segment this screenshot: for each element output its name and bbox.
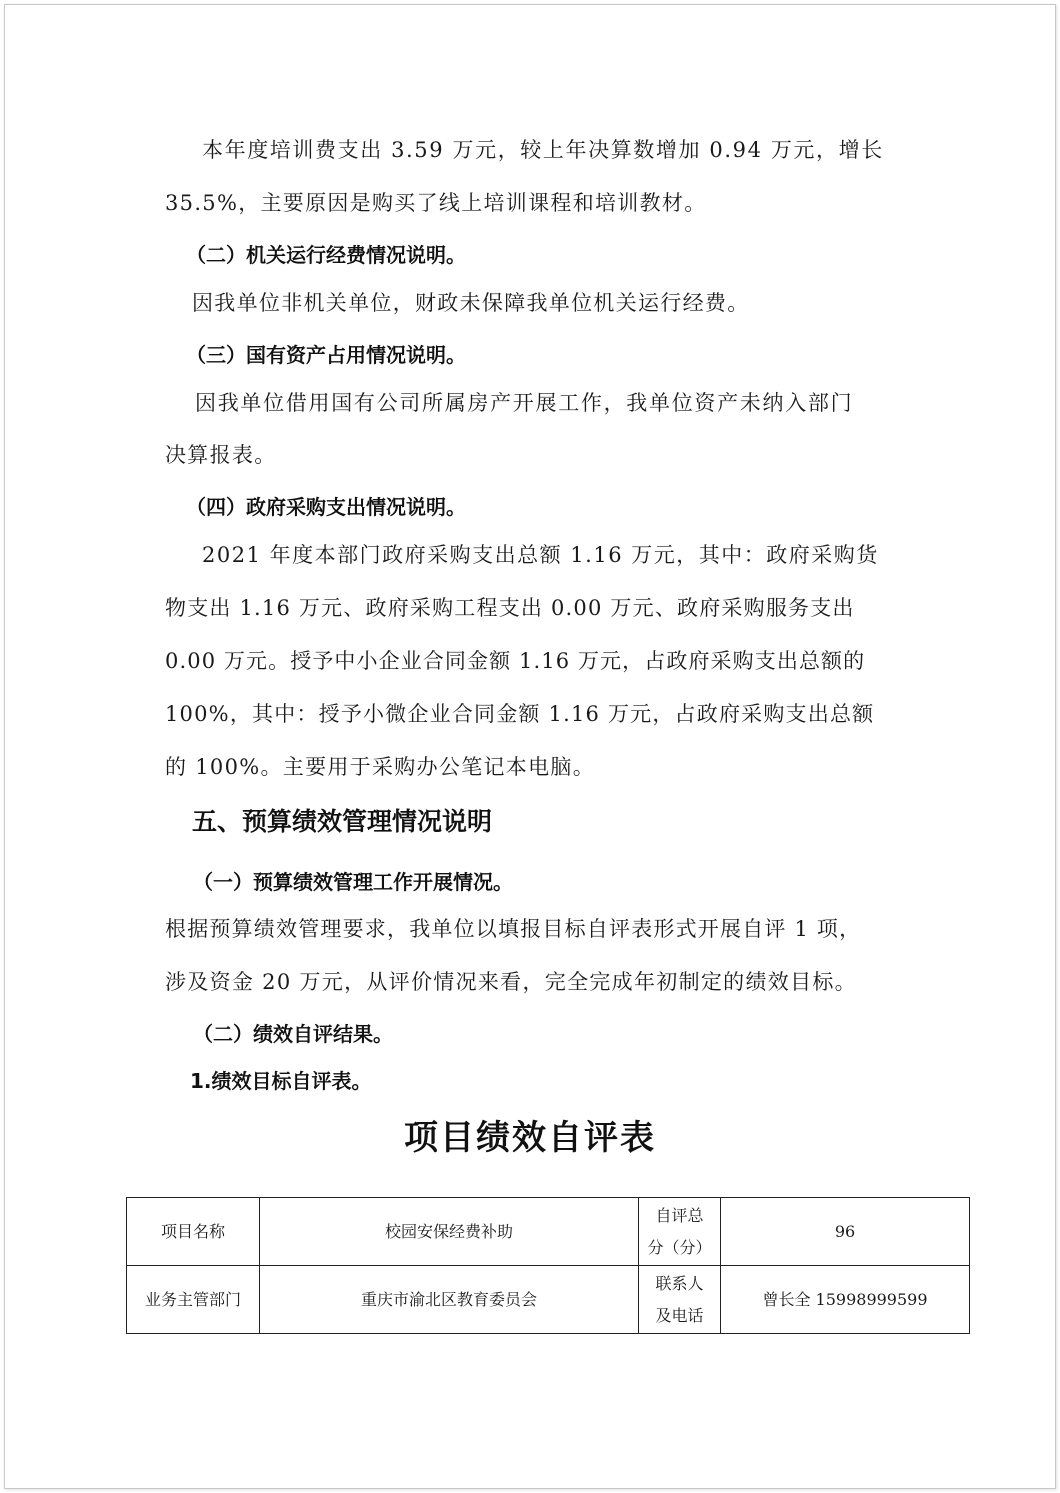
table-title: 项目绩效自评表 — [404, 1118, 656, 1158]
subsection-heading: （二）绩效自评结果。 — [193, 1022, 393, 1046]
body-text-line: 因我单位借用国有公司所属房产开展工作，我单位资产未纳入部门 — [195, 391, 854, 415]
score-label-line: 分（分） — [647, 1237, 712, 1257]
subsection-heading: （三）国有资产占用情况说明。 — [186, 343, 466, 367]
score-value: 96 — [721, 1198, 970, 1266]
project-name-label: 项目名称 — [127, 1198, 260, 1266]
body-text-line: 涉及资金 20 万元，从评价情况来看，完全完成年初制定的绩效目标。 — [165, 970, 857, 994]
performance-table — [126, 1197, 970, 1334]
body-text-line: 0.00 万元。授予中小企业合同金额 1.16 万元，占政府采购支出总额的 — [165, 649, 866, 673]
dept-label: 业务主管部门 — [127, 1266, 260, 1334]
table-row — [127, 1198, 970, 1266]
body-text-line: 因我单位非机关单位，财政未保障我单位机关运行经费。 — [192, 291, 750, 315]
dept-value: 重庆市渝北区教育委员会 — [260, 1266, 639, 1334]
subsection-heading: （四）政府采购支出情况说明。 — [186, 495, 466, 519]
body-text-line: 100%，其中：授予小微企业合同金额 1.16 万元，占政府采购支出总额 — [165, 702, 875, 726]
body-text-line: 本年度培训费支出 3.59 万元，较上年决算数增加 0.94 万元，增长 — [202, 138, 884, 162]
score-label-line: 自评总 — [655, 1205, 704, 1225]
contact-value: 曾长全 15998999599 — [721, 1266, 970, 1334]
project-name-value: 校园安保经费补助 — [260, 1198, 639, 1266]
contact-label-line: 联系人 — [655, 1273, 704, 1293]
score-label — [639, 1198, 721, 1266]
section-heading: 五、预算绩效管理情况说明 — [192, 807, 493, 836]
contact-label-line: 及电话 — [655, 1305, 704, 1325]
subsection-heading: （一）预算绩效管理工作开展情况。 — [193, 870, 513, 894]
table-row — [127, 1266, 970, 1334]
contact-label — [639, 1266, 721, 1334]
body-text-line: 的 100%。主要用于采购办公笔记本电脑。 — [165, 755, 596, 779]
subsection-heading: （二）机关运行经费情况说明。 — [186, 243, 466, 267]
body-text-line: 2021 年度本部门政府采购支出总额 1.16 万元，其中：政府采购货 — [202, 543, 879, 567]
body-text-line: 根据预算绩效管理要求，我单位以填报目标自评表形式开展自评 1 项， — [165, 917, 862, 941]
body-text-line: 35.5%，主要原因是购买了线上培训课程和培训教材。 — [165, 191, 707, 215]
subsection-heading: 1.绩效目标自评表。 — [190, 1069, 372, 1093]
body-text-line: 决算报表。 — [165, 443, 277, 467]
body-text-line: 物支出 1.16 万元、政府采购工程支出 0.00 万元、政府采购服务支出 — [165, 596, 855, 620]
